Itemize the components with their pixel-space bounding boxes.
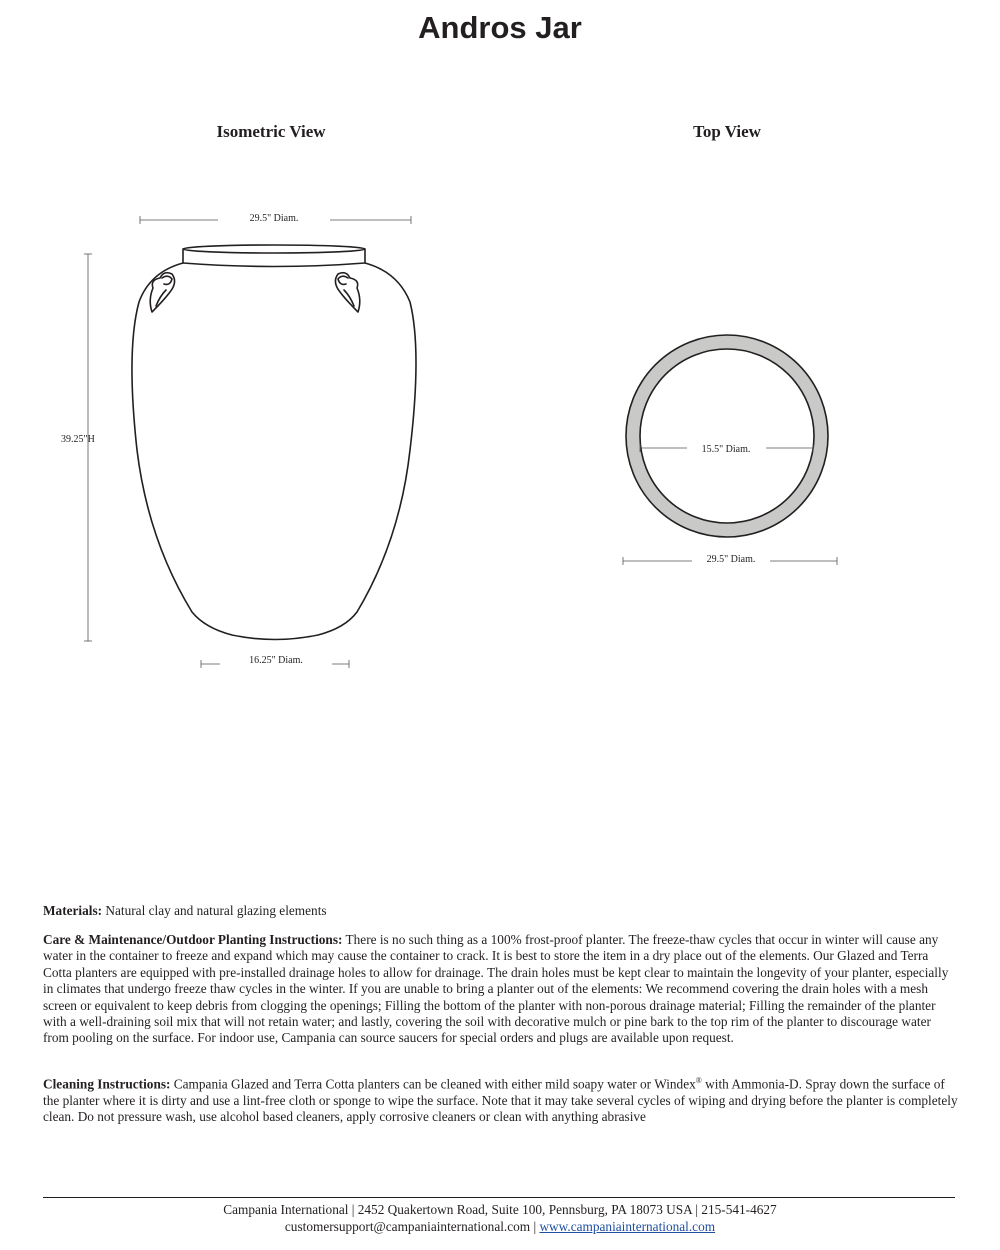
materials-label: Materials: bbox=[43, 903, 103, 918]
cleaning-text-after: with Ammonia-D. Spray down the surface of the planter where it is dirty and use a lint-free cloth or sponge to wipe the surface. Note that it may take several cycles of wiping and drying before the planter is completely clean. Do not pressure wash, use alcohol based cleaners, apply corrosive cleaners or clean with anything abrasive bbox=[43, 1076, 958, 1125]
materials-text: Natural clay and natural glazing elements bbox=[105, 903, 327, 918]
footer-email: customersupport@campaniainternational.com bbox=[284, 1219, 531, 1234]
top-outer-diameter-label: 29.5" Diam. bbox=[706, 554, 756, 565]
iso-height-label: 39.25"H bbox=[61, 434, 95, 445]
top-view-rings bbox=[626, 335, 828, 537]
care-text: There is no such thing as a 100% frost-proof planter. The freeze-thaw cycles that occur in winter will cause any water in the container to freeze and expand which may cause the container to crack. It is best to store the item in a dry place out of the elements. Our Glazed and Terra Cotta planters are equipped with pre-installed drainage holes to allow for drainage. The drain holes must be kept clear to maintain the longevity of your planter, especially in climates that undergo freeze thaw cycles in the winter. If you are unable to bring a planter out of the elements: We recommend covering the drain holes with a mesh screen or equivalent to keep debris from clogging the openings; Filling the bottom of the planter with non-porous drainage material; Filling the remainder of the planter with a well-draining soil mix that will not retain water; and lastly, covering the soil with decorative mulch or pine bark to the top rim of the planter to discourage water from pooling on the surface. For indoor use, Campania can source saucers for special orders and plugs are available upon request. bbox=[43, 932, 949, 1046]
website-link[interactable]: www.campaniainternational.com bbox=[539, 1219, 716, 1234]
footer-address: Campania International | 2452 Quakertown Road, Suite 100, Pennsburg, PA 18073 USA | 215-541-4627 bbox=[223, 1202, 777, 1217]
top-inner-diameter-label: 15.5" Diam. bbox=[701, 444, 751, 455]
care-label: Care & Maintenance/Outdoor Planting Instructions: bbox=[43, 932, 343, 947]
cleaning-label: Cleaning Instructions: bbox=[43, 1076, 171, 1092]
page-title: Andros Jar bbox=[418, 10, 582, 45]
iso-bottom-diameter-label: 16.25" Diam. bbox=[249, 655, 303, 666]
footer-contact bbox=[0, 1219, 1000, 1235]
iso-height-dimension bbox=[84, 254, 92, 641]
cleaning-text-before: Campania Glazed and Terra Cotta planters can be cleaned with either mild soapy water or Windex bbox=[173, 1076, 696, 1092]
materials-paragraph bbox=[43, 903, 958, 919]
jar-outline bbox=[132, 245, 416, 640]
iso-top-diameter-label: 29.5" Diam. bbox=[249, 213, 299, 224]
care-paragraph bbox=[43, 932, 958, 1047]
isometric-view-label: Isometric View bbox=[216, 122, 326, 141]
cleaning-paragraph bbox=[43, 1073, 958, 1126]
footer-divider bbox=[43, 1197, 955, 1198]
footer-separator: | bbox=[530, 1219, 540, 1234]
registered-mark: ® bbox=[695, 1076, 702, 1085]
top-view-label: Top View bbox=[693, 122, 761, 141]
